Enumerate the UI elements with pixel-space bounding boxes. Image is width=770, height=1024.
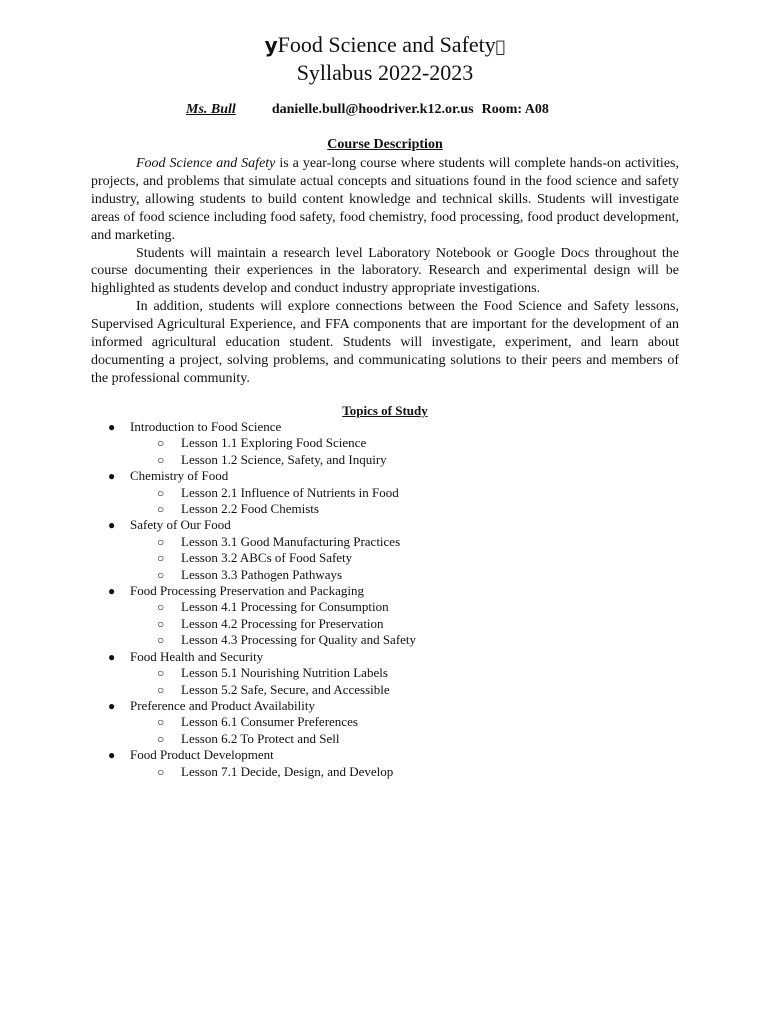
lesson-title: Lesson 2.2 Food Chemists xyxy=(181,501,319,517)
lesson-title: Lesson 1.2 Science, Safety, and Inquiry xyxy=(181,451,387,467)
description-paragraph: Students will maintain a research level Laboratory Notebook or Google Docs throughout the course documenting their experiences in the laboratory. Research and experimental design will be highlighted as students develop and conduct industry appropriate investigations. xyxy=(91,245,679,297)
lesson-title: Lesson 5.1 Nourishing Nutrition Labels xyxy=(181,665,388,681)
sub-bullet-icon: ○ xyxy=(157,534,165,549)
description-paragraph xyxy=(91,155,679,245)
sub-bullet-icon: ○ xyxy=(157,567,165,582)
topic-item xyxy=(108,698,668,714)
contact-line xyxy=(186,102,549,118)
description-paragraph: In addition, students will explore connections between the Food Science and Safety lessons, Supervised Agricultural Experience, and FFA components that are important for the development of an informed agricultural education student. Students will investigate, experiment, and learn about documenting a project, solving problems, and communicating solutions to their peers and members of the professional community. xyxy=(91,299,679,386)
sub-bullet-icon: ○ xyxy=(157,551,165,566)
sub-bullet-icon: ○ xyxy=(157,616,165,631)
bullet-icon: ● xyxy=(108,649,116,664)
topic-title: Safety of Our Food xyxy=(130,517,231,533)
course-description-heading: Course Description xyxy=(327,137,443,152)
topic-title: Food Processing Preservation and Packaging xyxy=(130,583,364,599)
lesson-item xyxy=(108,665,668,681)
sub-bullet-icon: ○ xyxy=(157,682,165,697)
topic-item xyxy=(108,583,668,599)
course-name-italic: Food Science and Safety xyxy=(136,156,276,171)
lesson-item xyxy=(108,452,668,468)
lesson-item xyxy=(108,485,668,501)
lesson-title: Lesson 3.1 Good Manufacturing Practices xyxy=(181,533,401,549)
topic-title: Preference and Product Availability xyxy=(130,697,315,713)
lesson-title: Lesson 6.2 To Protect and Sell xyxy=(181,730,340,746)
lesson-title: Lesson 6.1 Consumer Preferences xyxy=(181,714,358,730)
lesson-item xyxy=(108,534,668,550)
lesson-title: Lesson 3.3 Pathogen Pathways xyxy=(181,566,343,582)
sub-bullet-icon: ○ xyxy=(157,436,165,451)
topic-item xyxy=(108,517,668,533)
topic-item xyxy=(108,747,668,763)
lesson-item xyxy=(108,764,668,780)
course-description xyxy=(91,155,679,388)
bullet-icon: ● xyxy=(108,748,116,763)
title-prefix-glyph: y xyxy=(264,33,278,57)
lesson-item xyxy=(108,682,668,698)
lesson-title: Lesson 4.2 Processing for Preservation xyxy=(181,615,384,631)
title-suffix-glyph xyxy=(496,37,506,56)
topic-title: Introduction to Food Science xyxy=(130,419,282,434)
sub-bullet-icon: ○ xyxy=(157,600,165,615)
lesson-title: Lesson 4.1 Processing for Consumption xyxy=(181,599,389,615)
topic-item xyxy=(108,468,668,484)
teacher-email: danielle.bull@hoodriver.k12.or.us xyxy=(271,102,474,117)
sub-bullet-icon: ○ xyxy=(157,731,165,746)
description-paragraph-text: is a year-long course where students will complete hands-on activities, projects, and problems that simulate actual concepts and situations found in the food science and safety industry, allowing students to build content knowledge and technical skills. Students will investigate areas of food science including food safety, food chemistry, food processing, food product development, and marketing. xyxy=(91,156,679,243)
topic-title: Chemistry of Food xyxy=(130,468,229,484)
bullet-icon: ● xyxy=(108,469,116,484)
title-block xyxy=(0,32,770,86)
topic-item xyxy=(108,419,668,435)
topics-list xyxy=(108,419,668,780)
bullet-icon: ● xyxy=(108,698,116,713)
lesson-title: Lesson 4.3 Processing for Quality and Safety xyxy=(181,632,417,648)
lesson-title: Lesson 2.1 Influence of Nutrients in Food xyxy=(181,484,399,500)
syllabus-year: Syllabus 2022-2023 xyxy=(296,60,474,85)
topics-heading: Topics of Study xyxy=(342,403,428,418)
bullet-icon: ● xyxy=(108,518,116,533)
lesson-item xyxy=(108,435,668,451)
topic-title: Food Health and Security xyxy=(130,648,264,664)
sub-bullet-icon: ○ xyxy=(157,715,165,730)
lesson-item xyxy=(108,501,668,517)
lesson-title: Lesson 1.1 Exploring Food Science xyxy=(181,435,367,451)
sub-bullet-icon: ○ xyxy=(157,452,165,467)
lesson-title: Lesson 5.2 Safe, Secure, and Accessible xyxy=(181,681,390,697)
lesson-item xyxy=(108,616,668,632)
topic-item xyxy=(108,649,668,665)
page-title xyxy=(0,32,770,60)
room-number: Room: A08 xyxy=(481,102,549,117)
sub-bullet-icon: ○ xyxy=(157,764,165,779)
topic-title: Food Product Development xyxy=(130,747,274,763)
lesson-item xyxy=(108,714,668,730)
lesson-item xyxy=(108,599,668,615)
lesson-title: Lesson 7.1 Decide, Design, and Develop xyxy=(181,763,394,779)
bullet-icon: ● xyxy=(108,584,116,599)
course-title: Food Science and Safety xyxy=(277,32,496,57)
lesson-title: Lesson 3.2 ABCs of Food Safety xyxy=(181,550,353,566)
lesson-item xyxy=(108,731,668,747)
sub-bullet-icon: ○ xyxy=(157,666,165,681)
lesson-item xyxy=(108,567,668,583)
lesson-item xyxy=(108,632,668,648)
sub-bullet-icon: ○ xyxy=(157,485,165,500)
teacher-name: Ms. Bull xyxy=(186,102,236,117)
sub-bullet-icon: ○ xyxy=(157,502,165,517)
bullet-icon: ● xyxy=(108,420,116,434)
sub-bullet-icon: ○ xyxy=(157,633,165,648)
lesson-item xyxy=(108,550,668,566)
